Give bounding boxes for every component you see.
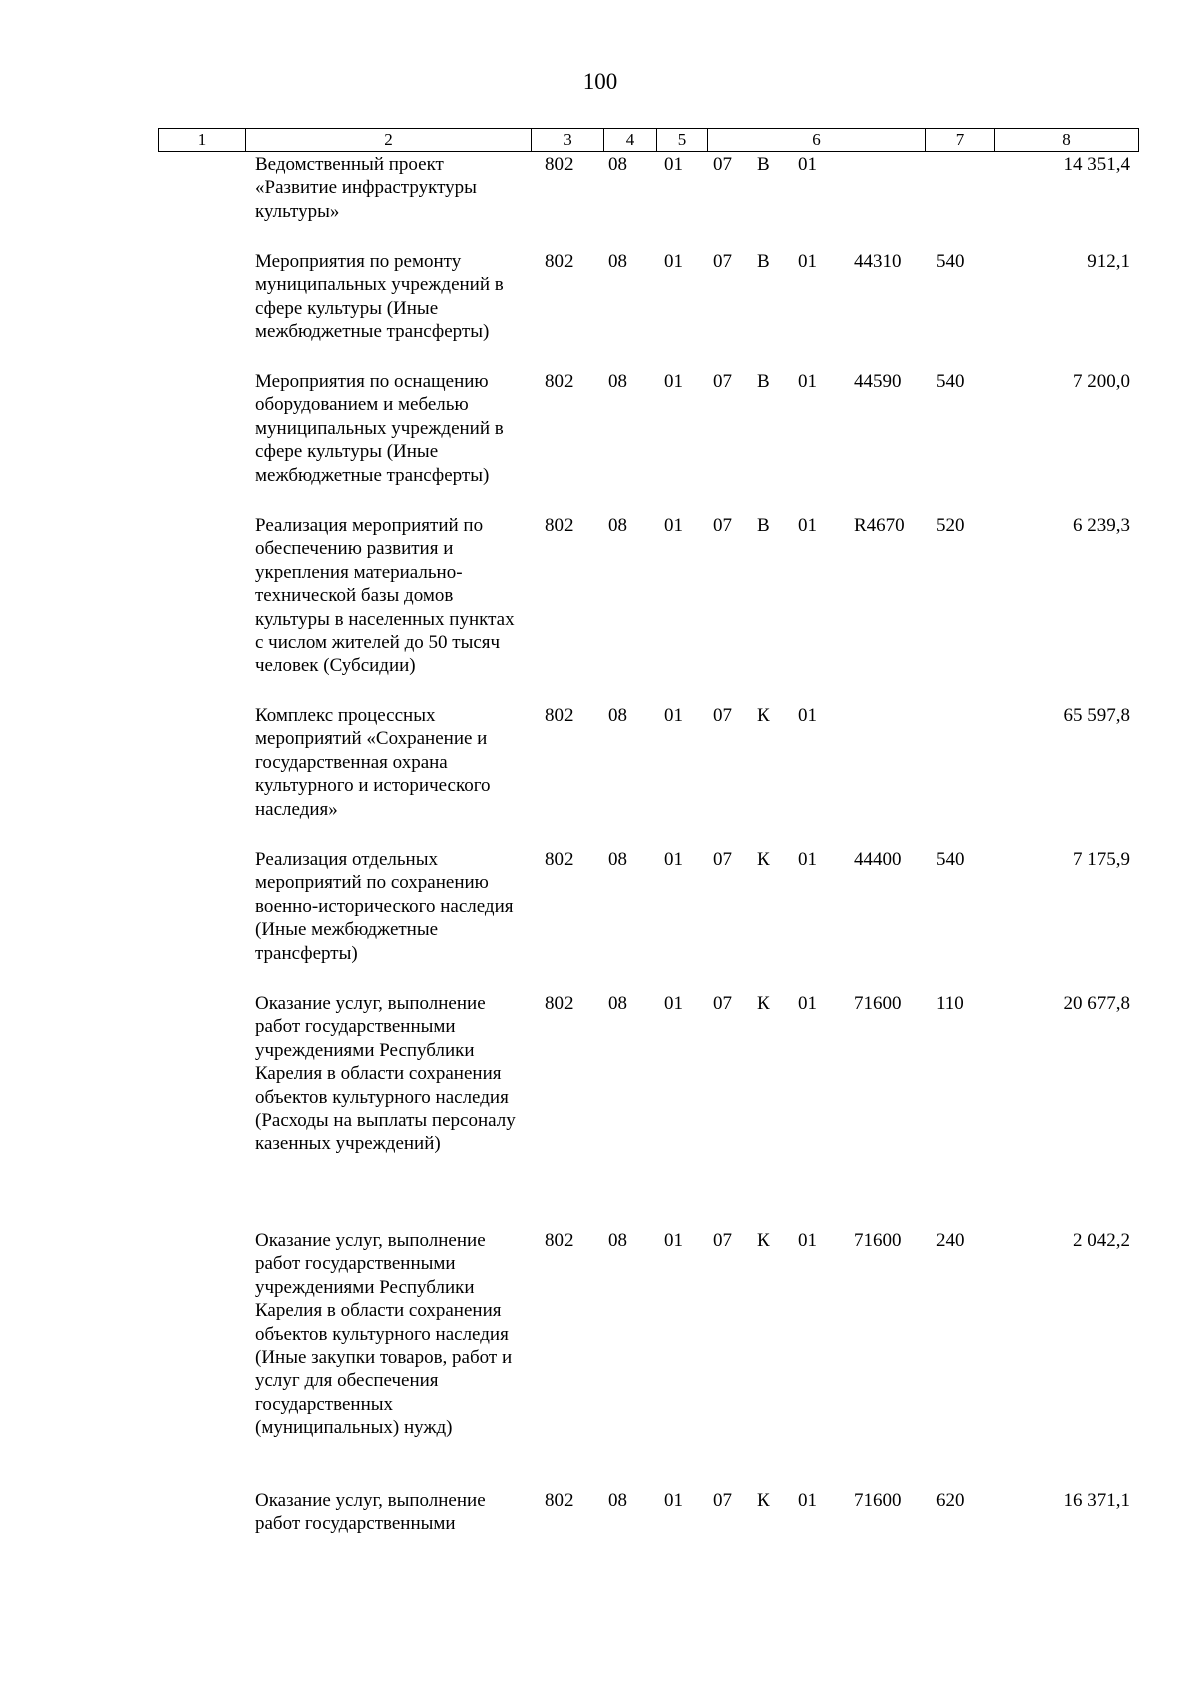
table-row: [158, 704, 1130, 848]
row-expense-type: 540: [936, 849, 965, 870]
row-program-letter: К: [757, 849, 770, 870]
row-target-code: 44310: [854, 251, 902, 272]
row-target-code: 44590: [854, 371, 902, 392]
row-amount: 65 597,8: [1063, 705, 1130, 726]
row-ministry-code: 802: [545, 1490, 574, 1511]
row-name: Реализация мероприятий по обеспечению развития и укрепления материально-технической базы домов культуры в населенных пунктах с числом жителей до 50 тысяч человек (Субсидии): [255, 515, 515, 677]
table-row: [158, 250, 1130, 370]
row-subprogram-code: 01: [798, 705, 817, 726]
row-target-code: 71600: [854, 1230, 902, 1251]
row-expense-type: 540: [936, 371, 965, 392]
row-program-code: 07: [713, 993, 732, 1014]
row-section-code: 08: [608, 849, 627, 870]
row-subprogram-code: 01: [798, 849, 817, 870]
row-program-code: 07: [713, 849, 732, 870]
column-header-5: 5: [657, 129, 708, 152]
row-name: Реализация отдельных мероприятий по сохранению военно-исторического наследия (Иные межбюджетные трансферты): [255, 849, 514, 964]
row-section-code: 08: [608, 251, 627, 272]
column-header-7: 7: [926, 129, 995, 152]
row-expense-type: 520: [936, 515, 965, 536]
row-ministry-code: 802: [545, 154, 574, 175]
row-name: Мероприятия по оснащению оборудованием и мебелью муниципальных учреждений в сфере культуры (Иные межбюджетные трансферты): [255, 371, 504, 486]
column-header-8: 8: [995, 129, 1139, 152]
row-ministry-code: 802: [545, 993, 574, 1014]
row-amount: 2 042,2: [1073, 1230, 1130, 1251]
row-program-letter: К: [757, 1230, 770, 1251]
row-subsection-code: 01: [664, 849, 683, 870]
row-section-code: 08: [608, 705, 627, 726]
row-program-letter: К: [757, 1490, 770, 1511]
row-program-letter: В: [757, 371, 770, 392]
row-program-code: 07: [713, 1230, 732, 1251]
column-header-row: [158, 128, 1139, 152]
row-amount: 6 239,3: [1073, 515, 1130, 536]
row-subprogram-code: 01: [798, 993, 817, 1014]
row-ministry-code: 802: [545, 251, 574, 272]
row-section-code: 08: [608, 515, 627, 536]
table-row: [158, 153, 1130, 250]
row-amount: 16 371,1: [1063, 1490, 1130, 1511]
row-name: Оказание услуг, выполнение работ государственными: [255, 1490, 486, 1535]
row-program-letter: В: [757, 251, 770, 272]
row-section-code: 08: [608, 1490, 627, 1511]
row-ministry-code: 802: [545, 371, 574, 392]
row-amount: 912,1: [1087, 251, 1130, 272]
row-program-code: 07: [713, 371, 732, 392]
row-subprogram-code: 01: [798, 154, 817, 175]
row-target-code: R4670: [854, 515, 905, 536]
row-amount: 7 200,0: [1073, 371, 1130, 392]
row-program-letter: В: [757, 154, 770, 175]
row-subsection-code: 01: [664, 705, 683, 726]
row-expense-type: 110: [936, 993, 964, 1014]
row-subsection-code: 01: [664, 993, 683, 1014]
row-ministry-code: 802: [545, 1230, 574, 1251]
row-section-code: 08: [608, 154, 627, 175]
column-header-1: 1: [159, 129, 246, 152]
row-name: Комплекс процессных мероприятий «Сохранение и государственная охрана культурного и исторического наследия»: [255, 705, 491, 820]
row-amount: 14 351,4: [1063, 154, 1130, 175]
row-subprogram-code: 01: [798, 1230, 817, 1251]
row-subprogram-code: 01: [798, 1490, 817, 1511]
row-expense-type: 620: [936, 1490, 965, 1511]
table-row: [158, 370, 1130, 514]
row-ministry-code: 802: [545, 849, 574, 870]
row-program-code: 07: [713, 705, 732, 726]
row-subsection-code: 01: [664, 154, 683, 175]
row-subsection-code: 01: [664, 251, 683, 272]
page-number: 100: [582, 69, 618, 94]
row-program-letter: В: [757, 515, 770, 536]
row-name: Мероприятия по ремонту муниципальных учреждений в сфере культуры (Иные межбюджетные трансферты): [255, 251, 504, 343]
column-header-4: 4: [604, 129, 657, 152]
row-amount: 20 677,8: [1063, 993, 1130, 1014]
row-subsection-code: 01: [664, 371, 683, 392]
table-row: [158, 848, 1130, 992]
row-subsection-code: 01: [664, 1230, 683, 1251]
row-amount: 7 175,9: [1073, 849, 1130, 870]
row-target-code: 44400: [854, 849, 902, 870]
row-section-code: 08: [608, 371, 627, 392]
column-header-3: 3: [532, 129, 604, 152]
row-target-code: 71600: [854, 993, 902, 1014]
row-section-code: 08: [608, 993, 627, 1014]
row-program-code: 07: [713, 251, 732, 272]
row-program-code: 07: [713, 1490, 732, 1511]
table-row: [158, 1229, 1130, 1489]
row-name: Ведомственный проект «Развитие инфраструктуры культуры»: [255, 154, 477, 222]
row-program-letter: К: [757, 705, 770, 726]
row-section-code: 08: [608, 1230, 627, 1251]
row-subprogram-code: 01: [798, 515, 817, 536]
row-ministry-code: 802: [545, 515, 574, 536]
column-header-2: 2: [246, 129, 532, 152]
row-name: Оказание услуг, выполнение работ государственными учреждениями Республики Карелия в области сохранения объектов культурного наследия (Иные закупки товаров, работ и услуг для обеспечения государственных (муниципальных) нужд): [255, 1230, 513, 1439]
row-ministry-code: 802: [545, 705, 574, 726]
budget-rows: [158, 153, 1130, 1549]
column-header-6: 6: [708, 129, 926, 152]
table-row: [158, 1489, 1130, 1549]
row-subsection-code: 01: [664, 515, 683, 536]
row-subsection-code: 01: [664, 1490, 683, 1511]
row-name: Оказание услуг, выполнение работ государственными учреждениями Республики Карелия в области сохранения объектов культурного наследия (Расходы на выплаты персоналу казенных учреждений): [255, 993, 516, 1155]
row-program-code: 07: [713, 154, 732, 175]
row-target-code: 71600: [854, 1490, 902, 1511]
table-row: [158, 992, 1130, 1229]
row-subprogram-code: 01: [798, 251, 817, 272]
row-program-letter: К: [757, 993, 770, 1014]
row-expense-type: 540: [936, 251, 965, 272]
row-program-code: 07: [713, 515, 732, 536]
table-row: [158, 514, 1130, 704]
row-subprogram-code: 01: [798, 371, 817, 392]
row-expense-type: 240: [936, 1230, 965, 1251]
